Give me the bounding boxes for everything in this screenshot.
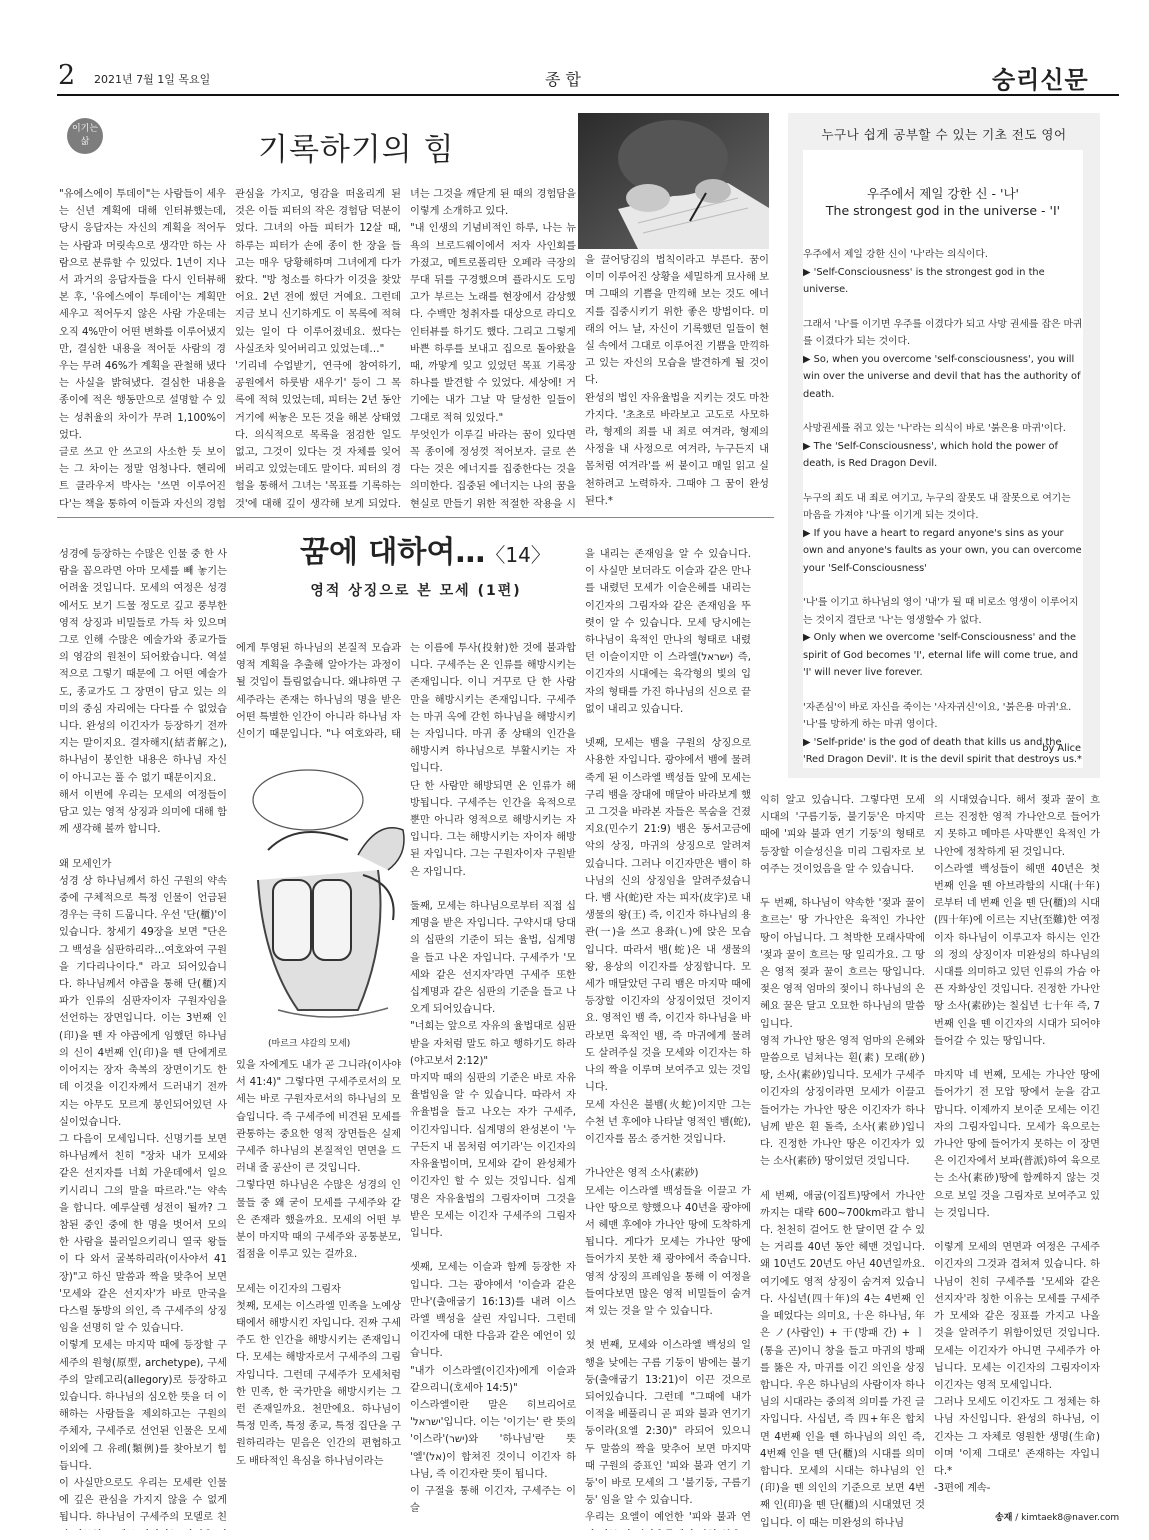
sidebar-paragraph-en: ▶ 'Self-pride' is the god of death that kills us and the 'Red Dragon Devil'. It is the devil spirit that destroys us.*: [803, 736, 1082, 765]
article1-title: 기록하기의 힘: [258, 132, 455, 168]
sidebar-paragraph-ko: '자존심'이 바로 자신을 죽이는 '사자귀신'이요, '붉은용 마귀'요. '나'를 망하게 하는 마귀 영이다.: [803, 701, 1072, 730]
sidebar-paragraph-en: ▶ Only when we overcome 'self-Consciousness' and the spirit of God becomes 'I', eternal life will come true, and 'I' will never live forever.: [803, 632, 1079, 678]
article2-subtitle: 영적 상징으로 본 모세 (1편): [310, 583, 522, 599]
sidebar-paragraph-ko: 그래서 '나'를 이기면 우주를 이겼다가 되고 사망 권세를 잡은 마귀를 이겼다가 되는 것이다.: [803, 318, 1083, 347]
sidebar-title-ko: 우주에서 제일 강한 신 - '나': [866, 186, 1019, 201]
article1-column-4: 을 끌어당김의 법칙이라고 부른다. 꿈이 이미 이루어진 상황을 세밀하게 묘사해 보며 그때의 기쁨을 만끽해 보는 것도 에너지를 집중시키기 위한 좋은 방법이다. 미래의 어느 날, 자신이 기록했던 일들이 현실 속에서 그대로 이루어진 기쁨을 만끽하고 있는 자신의 모습을 발견하게 될 것이다. 완성의 법인 자유율법을 지키는 것도 마찬가지다. '초초로 바라보고 고도로 사모하라, 형제의 죄를 내 죄로 여겨라, 형제의 사정을 내 사정으로 여겨라, 누구든지 내 몸처럼 여겨라'를 써 붙이고 매일 읽고 실천하려고 노력하자. 그때야 그 꿈이 완성된다.*: [585, 255, 769, 507]
sidebar-paragraph: [803, 490, 1083, 578]
english-sidebar: [788, 113, 1100, 778]
sidebar-paragraph: [803, 699, 1083, 769]
paper-name: 숭리신문: [992, 66, 1089, 94]
sidebar-title-en: The strongest god in the universe - 'I': [825, 203, 1061, 218]
moses-illustration: [238, 760, 428, 1030]
article1-column-3: 녀는 그것을 깨닫게 된 때의 경험담을 이렇게 소개하고 있다. "내 인생의 기념비적인 하루, 나는 뉴욕의 브로드웨이에서 저자 사인회를 가졌고, 메트로폴리탄 오페라 극장의 무대 뒤를 구경했으며 플라시도 도밍고가 부르는 노래를 현장에서 감상했다. 수백만 청취자를 대상으로 라디오 인터뷰를 하기도 했다. 그리고 그렇게 바쁜 하루를 보내고 집으로 돌아왔을 때, 까맣게 잊고 있었던 목표 기록장 하나를 발견할 수 있었다. 세상에! 거기에는 내가 그날 막 달성한 일들이 그대로 적혀 있었다." 무엇인가 이루길 바라는 꿈이 있다면 꼭 종이에 정성껏 적어보자. 글로 쓴다는 것은 에너지를 집중한다는 것을 의미한다. 집중된 에너지는 나의 꿈을 현실로 만들기 위한 적절한 작용을 시: [410, 189, 576, 510]
author-credit: 송재 / kimtaek8@naver.com: [995, 1513, 1120, 1523]
column-badge: [67, 118, 103, 154]
sidebar-byline: by Alice: [1042, 743, 1081, 754]
badge-line2: 삶: [80, 137, 90, 147]
sidebar-paragraph: [803, 420, 1083, 473]
article2-column-2-bottom: 있을 자에게도 내가 곧 그니라(이사야서 41:4)" 그렇다면 구세주로서의 모세는 바로 구원자로서의 하나님의 모습입니다. 즉 구세주에 비견된 모세를 관통하는 중요한 영적 장면들은 실제 구세주 하나님의 본질적인 면면을 드러내 줄 공산이 큰 것입니다. 그렇다면 하나님은 수많은 성경의 인물들 중 왜 굳이 모세를 구세주와 같은 존재라 했을까요. 모세의 어떤 부분이 마지막 때의 구세주와 공통분모, 접점을 이루고 있는 걸까요. 모세는 이긴자의 그림자 첫째, 모세는 이스라엘 민족을 노예상태에서 해방시킨 자입니다. 진짜 구세주도 한 인간을 해방시키는 존재입니다. 모세는 해방자로서 구세주의 그림자입니다. 그런데 구세주가 모세처럼 한 민족, 한 국가만을 해방시키는 그런 존재일까요. 천만에요. 하나님이 특정 민족, 특정 종교, 특정 집단을 구원하리라는 믿음은 인간의 편협하고도 배타적인 욕심을 하나님이라는: [236, 1060, 401, 1467]
sidebar-paragraph: [803, 594, 1083, 682]
author-name: 송재: [995, 1513, 1013, 1523]
sidebar-paragraph-ko: 누구의 죄도 내 죄로 여기고, 누구의 잘못도 내 잘못으로 여기는 마음을 가져야 '나'를 이기게 되는 것이다.: [803, 492, 1071, 521]
article2-column-2-top: 에게 투영된 하나님의 본질적 모습과 영적 계획을 추출해 알아가는 과정이 될 것입이 틀림없습니다. 왜냐하면 구세주라는 존재는 하나님의 명을 받은 어떤 특별한 인간이 아니라 하나님 자신이기 때문입니다. "나 여호와라, 태: [236, 643, 401, 740]
header-rule: [57, 94, 1119, 96]
article-divider: [57, 517, 774, 518]
author-email: kimtaek8@naver.com: [1021, 1513, 1120, 1523]
writing-hands-image: [578, 113, 769, 249]
issue-date: 2021년 7월 1일 목요일: [94, 73, 211, 86]
article2-column-3: 는 이름에 투사(投射)한 것에 불과합니다. 구세주는 온 인류를 해방시키는 존재입니다. 이니 거꾸로 단 한 사람만을 해방시키는 존재입니다. 구세주는 마귀 옥에 갇힌 하나님을 해방시키는 자입니다. 마귀 종 상태의 인간을 해방시켜 하나님으로 부활시키는 자입니다. 단 한 사람만 해방되면 온 인류가 해방됩니다. 구세주는 인간을 육적으로 뿐만 아니라 영적으로 해방시키는 자입니다. 그는 해방시키는 자이자 해방된 자입니다. 그는 구원자이자 구원받은 자입니다. 둘째, 모세는 하나님으로부터 직접 십계명을 받은 자입니다. 구약시대 당대의 십판의 기준이 되는 율법, 십계명을 들고 나온 자입니다. 구세주가 '모세와 같은 선지자'라면 구세주 또한 십계명과 같은 심판의 기준을 들고 나오게 되어있습니다. "너희는 앞으로 자유의 율법대로 심판받을 자처럼 말도 하고 행하기도 하라(야고보서 2:12)" 마지막 때의 심판의 기준은 바로 자유율법임을 알 수 있습니다. 따라서 자유율법을 들고 나오는 자가 구세주, 이긴자입니다. 십계명의 완성본이 '누구든지 내 몸처럼 여기라'는 이긴자의 자유율법이며, 모세와 같이 완성체가 이긴자인 할 수 있는 것입니다. 십계명은 자유율법의 그림자이며 그것을 받은 모세는 이긴자 구세주의 그림자입니다. 셋째, 모세는 이슬과 함께 등장한 자입니다. 그는 광야에서 '이슬과 같은 만나'(출애굽기 16:13)를 내려 이스라엘 백성을 살린 자입니다. 그런데 이긴자에 대한 다음과 같은 예언이 있습니다. "내가 이스라엘(이긴자)에게 이슬과 같으리니(호세아 14:5)" 이스라엘이란 말은 히브리어로 'ישראל'입니다. 이는 '이기는' 란 뜻의 '이스라'(ישר)와 '하나님'란 뜻 '엘'(אל)이 합쳐진 것이니 이긴자 하나님, 즉 이긴자란 뜻이 됩니다. 이 구절을 통해 이긴자, 구세주는 이슬: [410, 643, 576, 1515]
article2-column-5: 익히 알고 있습니다. 그렇다면 모세 시대의 '구름기둥, 불기둥'은 마지막 때에 '피와 불과 연기 기둥'의 형태로 등장할 이슬성신을 미리 그림자로 보여주는 것이었음을 알 수 있습니다. 두 번째, 하나님이 약속한 '젖과 꿀이 흐르는' 땅 가나안은 육적인 가나안 땅이 아닙니다. 그 척박한 모래사막에 '젖과 꿀이 흐르는 땅 일리가요. 그 땅은 영적 젖과 꿀이 흐르는 땅입니다. 젖은 영적 엄마의 젖이니 하나님의 은혜요 꿀은 달고 오묘한 하나님의 말씀입니다. 영적 가나안 땅은 영적 엄마의 은혜와 말씀으로 넘쳐나는 흰(素) 모래(砂) 땅, 소사(素砂)입니다. 모세가 구세주 이긴자의 상징이라면 모세가 이끌고 들어가는 가나안 땅은 이긴자가 하나님께 받은 흰 돌즉, 소사(素砂)입니다. 진정한 가나안 땅은 이긴자가 있는 소사(素砂) 땅이었던 것입니다. 세 번째, 애굽(이집트)땅에서 가나안까지는 대략 600~700km라고 합니다. 천천히 걸어도 한 달이면 갈 수 있는 거리를 40년 동안 헤맨 것입니다. 왜 10년도 20년도 아닌 40년일까요. 여기에도 영적 상징이 숨겨져 있습니다. 사십년(四十年)의 4는 4번째 인을 떼었다는 의미요, 十은 하나님, 年은 ノ(사람인) + 干(방패 간) + ㅣ(통을 곤)이니 창을 들고 마귀의 방패를 뚫은 자, 마귀를 이긴 의인을 상징합니다. 우은 하나님의 사람이자 하나님의 시대라는 중의적 의미를 가진 글자입니다. 사십년, 즉 四+年은 합치면 4번째 인을 뗀 하나님의 의인 즉, 4번째 인을 뗀 단(櫃)의 시대를 의미합니다. 모세의 시대는 하나님의 인(印)을 뗀 의인의 기준으로 보면 4번째 인(印)을 뗀 단(櫃)의 시대였던 것입니다. 이 때는 미완성의 하나님: [760, 795, 925, 1529]
sidebar-paragraph-en: ▶ 'Self-Consciousness' is the strongest god in the universe.: [803, 266, 1045, 295]
writing-photo: [578, 113, 769, 249]
sidebar-paragraphs: [803, 246, 1083, 786]
article2-title: 꿈에 대하여…: [300, 535, 486, 570]
article2-title-number: 〈14〉: [485, 543, 551, 567]
section-name: 종 합: [545, 70, 581, 89]
illustration-caption: (마르크 샤갈의 모세): [268, 1039, 351, 1049]
article2-column-6: 의 시대였습니다. 해서 젖과 꿀이 흐르는 진정한 영적 가나안으로 들어가지 못하고 메마른 사막뿐인 육적인 가나안에 정착하게 된 것입니다. 이스라엘 백성들이 헤맨 40년은 첫 번째 인을 뗀 아브라함의 시대(十年)로부터 네 번째 인을 뗀 단(櫃)의 시대(四十年)에 이르는 지난(至難)한 여정이자 하나님이 이루고자 하시는 인간의 정의 상징이자 미완성의 하나님의 시대를 의미하고 있던 인류의 가슴 아픈 자화상인 것입니다. 진정한 가나안 땅 소사(素砂)는 칠십년 七十年 즉, 7번째 인을 뗀 이긴자의 시대가 되어야 들어갈 수 있는 땅입니다. 마지막 네 번째, 모세는 가나안 땅에 들어가기 전 모압 땅에서 눈을 감고 맙니다. 이제까지 보이준 모세는 이긴자의 그림자입니다. 모세가 육으로는 가나안 땅에 들어가지 못하는 이 장면은 이긴자에서 보파(普派)하여 육으로는 소사(素砂)땅에 함께하지 않는 것으로 보일 것을 그림자로 보여주고 있는 것입니다. 이렇게 모세의 면면과 여정은 구세주 이긴자의 그것과 겹쳐져 있습니다. 하나님이 친히 구세주를 '모세와 같은 선지자'라 칭한 이유는 모세를 구세주가 모세와 같은 징표를 가지고 나올 것을 알려주기 위함이었던 것입니다. 모세는 이긴자가 아니면 구세주가 아닙니다. 모세는 이긴자의 그림자이자 이긴자는 영적 모세입니다. 그러나 모세도 이긴자도 그 정체는 하나님 자신입니다. 완성의 하나님, 이긴자는 그 자체로 영원한 생명(生命)이며 '이제 그대로' 존재하는 자입니다.* -3편에 계속-: [934, 795, 1100, 1495]
article1-column-1: "유에스에이 투데이"는 사람들이 세우는 신년 계획에 대해 인터뷰했는데, 당시 응답자는 자신의 계획을 적어두는 사람과 머릿속으로 생각만 하는 사람으로 분류할 수 있었다. 1년이 지나서 과거의 응답자들을 다시 인터뷰해본 후, '유에스에이 투데이'는 계획만 세우고 적어두지 않은 사람 가운데는 오직 4%만이 어떤 변화를 이루어냈지만, 결심한 내용을 적어둔 사람의 경우는 무려 46%가 계획을 관철해 냈다는 사실을 밝혀냈다. 결심한 내용을 종이에 적은 행동만으로 설명할 수 있는 성취율의 차이가 무려 1,100%이었다. 글로 쓰고 안 쓰고의 사소한 듯 보이는 그 차이는 정말 엄청나다. 헨리에트 클라우저 박사는 '쓰면 이루어진다'는 책을 통하여 이들과 자신의 경험: [59, 189, 226, 510]
article1-column-2: 관심을 가지고, 영감을 떠올리게 된 것은 이들 피터의 작은 경험담 덕분이었다. 그녀의 아들 피터가 12살 때, 하루는 피터가 손에 종이 한 장을 들고는 매우 당황해하며 그녀에게 다가왔다. "방 청소를 하다가 이것을 찾았어요. 2년 전에 썼던 거예요. 그런데 지금 보니 신기하게도 이 목록에 적혀 있는 일이 다 이루어졌네요. 썼다는 사실조차 잊어버리고 있었는데…" '기리네 수업받기, 연극에 참여하기, 공원에서 하룻밤 새우기' 등이 그 목록에 적혀 있었는데, 피터는 2년 동안 거기에 써놓은 모든 것을 해본 상태였다. 의식적으로 목록을 점검한 일도 없고, 그것이 있다는 것 자체를 잊어버리고 있었는데도 말이다. 피터의 경험을 통해서 그녀는 '목표를 기록하는 것'에 대해 깊이 생각해 보게 되었다.: [235, 189, 401, 510]
page-number: 2: [58, 60, 76, 91]
sidebar-paragraph-en: ▶ If you have a heart to regard anyone's sins as your own and anyone's faults as your own, you can overcome your 'Self-Consciousness': [803, 527, 1082, 574]
chagall-moses-drawing: [238, 760, 428, 1030]
sidebar-paragraph-ko: '나'를 이기고 하나님의 영이 '내'가 될 때 비로소 영생이 이루어지는 것이지 결단코 '나'는 영생할수 가 없다.: [803, 597, 1079, 626]
sidebar-paragraph-ko: 사망권세를 쥐고 있는 '나'라는 의식이 바로 '붉은용 마귀'이다.: [803, 423, 1066, 434]
sidebar-paragraph-en: ▶ The 'Self-Consciousness', which hold the power of death, is Red Dragon Devil.: [803, 440, 1058, 469]
sidebar-paragraph-ko: 우주에서 제일 강한 신이 '나'라는 의식이다.: [803, 249, 988, 260]
article2-title-wrap: [300, 527, 551, 571]
article2-column-4: 을 내리는 존재임을 알 수 있습니다. 이 사실만 보더라도 이슬과 같은 만나를 내렸던 모세가 이슬은혜를 내리는 이긴자의 그림자와 같은 존재임을 뚜렷이 알 수 있습니다. 모세 당시에는 하나님이 육적인 만나의 형태로 내렸던 이슬이지만 이 스라엘(ישראל) 즉, 이긴자의 시대에는 육각형의 빛의 입자의 형태를 가진 하나님의 신으로 끝없이 내리고 있습니다. 넷째, 모세는 뱀을 구원의 상징으로 사용한 자입니다. 광야에서 뱀에 물려 죽게 된 이스라엘 백성들 앞에 모세는 구리 뱀을 장대에 매달아 바라보게 했고 그것을 바라본 자들은 목숨을 건졌지요(민수기 21:9) 뱀은 동서고금에 악의 상징, 마귀의 상징으로 알려져 있습니다. 그러나 이긴자만은 뱀이 하나님의 신의 상징임을 알려주셨습니다. 뱀 사(蛇)란 자는 피자(皮字)로 내 생물의 왕(王) 즉, 이긴자 하나님의 용관(一)을 쓰고 용좌(ㄴ)에 앉은 모습입니다. 따라서 뱀(蛇)은 내 생물의 왕, 용상의 이긴자를 상징합니다. 모세가 매달았던 구리 뱀은 마지막 때에 등장할 이긴자의 상징이었던 것이지요. 영적인 뱀 즉, 이긴자 하나님을 바라보면 육적인 뱀, 즉 마귀에게 물려도 살려주실 것을 모세와 이긴자는 하나의 짝을 이루며 보여주고 있는 것입니다. 모세 자신은 불뱀(火蛇)이지만 그는 수천 년 후에야 나타날 영적인 뱀(蛇), 이긴자를 몸소 증거한 것입니다. 가나안은 영적 소사(素砂) 모세는 이스라엘 백성들을 이끌고 가나안 땅으로 향했으나 40년을 광야에서 헤맨 후에야 가나안 땅에 도착하게 됩니다. 게다가 모세는 가나안 땅에 들어가지 못한 채 광야에서 죽습니다. 영적 상징의 프레임을 통해 이 여정을 들여다보면 많은 영적 비밀들이 숨겨져 있는 것을 알 수 있습니다. 첫 번째, 모세와 이스라엘 백성의 일행을 낮에는 구름 기둥이 밤에는 불기둥(출애굽기 13:21)이 이끈 것으로 되어있습니다. 그런데 "그때에 내가 이적을 베풀리니 곧 피와 불과 연기기둥이라(요엘 2:30)" 라되어 있으니 두 말씀의 짝을 맞추어 보면 마지막 때 구원의 증표인 '피와 불과 연기 기둥'이 바로 모세의 그 '불기둥, 구름기둥' 임을 알 수 있습니다. 우리는 요엘이 예언한 '피와 불과 연: [585, 549, 751, 1524]
sidebar-paragraph: [803, 316, 1083, 404]
sidebar-paragraph-en: ▶ So, when you overcome 'self-consciousness', you will win over the universe and devil that has the authority of death.: [803, 353, 1081, 400]
sidebar-header: 누구나 쉽게 공부할 수 있는 기초 전도 영어: [821, 127, 1067, 142]
badge-line1: 이기는: [71, 124, 99, 134]
sidebar-paragraph: [803, 246, 1083, 299]
sidebar-inner: [803, 150, 1083, 768]
article2-column-1: 성경에 등장하는 수많은 인물 중 한 사람을 꼽으라면 아마 모세를 빼 놓기는 어려울 것입니다. 모세의 여정은 성경에서도 보기 드물 정도로 깊고 풍부한 영적 상징과 비밀들로 가득 차 있으며 그로 인해 수많은 예술가와 종교가들의 영감의 원천이 되어왔습니다. 역설적으로 그렇기 때문에 그 어떤 예술가도, 종교가도 그 장면이 담고 있는 의미의 중심 자리에는 다다를 수 없었습니다. 완성의 이긴자가 등장하기 전까지는 말이지요. 결자해지(結者解之), 하나님이 봉인한 내용은 하나님 자신이 아니고는 풀 수 없기 때문이지요. 해서 이번에 우리는 모세의 여정들이 담고 있는 영적 상징과 의미에 대해 함께 생각해 볼까 합니다. 왜 모세인가 성경 상 하나님께서 하신 구원의 약속 중에 구체적으로 특정 인물이 언급된 경우는 극히 드뭅니다. 우선 '단(櫃)'이 있습니다. 창세기 49장을 보면 "단은 그 백성을 심판하리라…여호와여 구원을 기다리나이다." 라고 되어있습니다. 하나님께서 야곱을 통해 단(櫃)지파가 인류의 심판자이자 구원자임을 선언하는 장면입니다. 이는 3번째 인(印)을 뗀 자 야곱에게 임했던 하나님의 신이 4번째 인(印)을 뗀 단에게로 이어지는 장자 축복의 장면이기도 한데 이것을 이긴자께서 드러내기 전까지는 아무도 모르게 봉인되어있던 사실이었습니다. 그 다음이 모세입니다. 신명기를 보면 하나님께서 친히 "장차 내가 모세와 같은 선지자를 너희 가운데에서 일으키시리니 그의 말을 따르라."는 약속을 합니다. 예루살렘 성전이 될까? 그 참된 중인 중에 한 명을 벗어서 모의 한 사람을 불러일으키리니 열국 왕들이 다 와서 굴복하리라(이사야서 41장)"고 하신 말씀과 짝을 맞추어 보면 '모세와 같은 선지자'가 바로 만국을 다스릴 동방의 의인, 즉 구세주의 상징임을 선명히 알 수 있습니다. 이렇게 모세는 마지막 때에 등장할 구세주의 원형(原型, archetype), 구세주의 알레고리(allegory)로 등장하고 있습니다. 하나님의 심오한 뜻을 더 이해하는 사람들을 제외하고는 구원의 주체자, 구세주로 선언된 인물은 모세 이외에 그 유례(類例)를 찾아보기 힘듭니다. 이 사실만으로도 우리는 모세란 인물에 깊은 관심을 가지지 않을 수 없게 됩니다. 하나님이 구세주의 모델로 친: [59, 549, 227, 1524]
